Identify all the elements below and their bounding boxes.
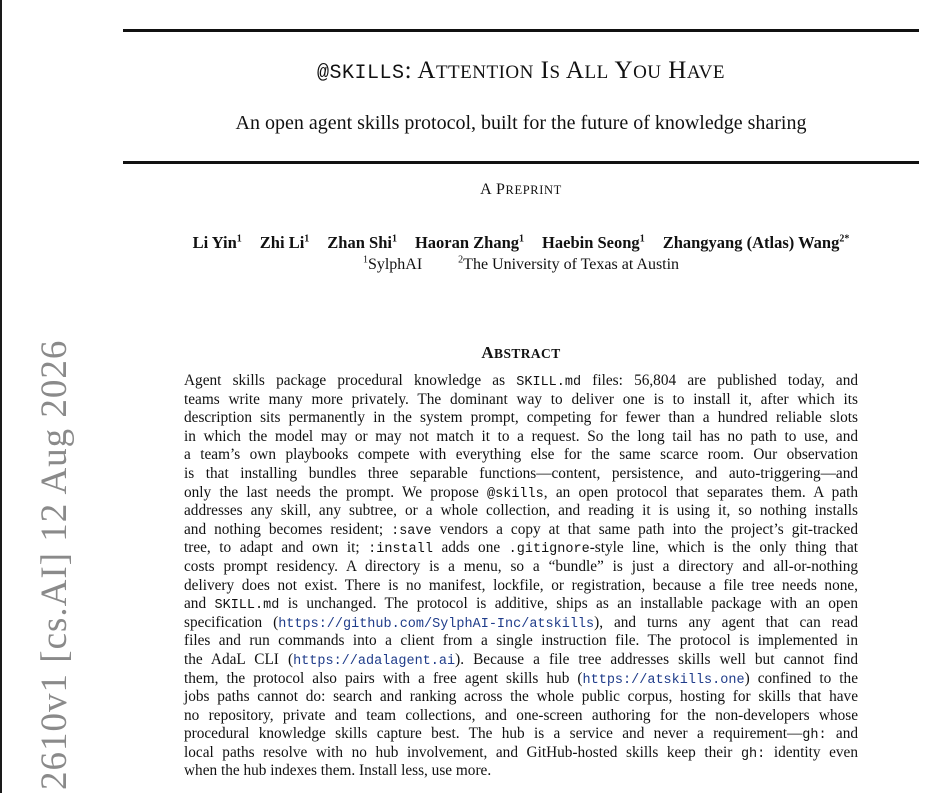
inline-code: gh: bbox=[802, 728, 827, 744]
abstract-line: procedural knowledge skills capture best. The hub is a service and never a requirement—gh: and bbox=[184, 725, 859, 744]
title-word: ATTENTION bbox=[417, 57, 534, 84]
inline-code: SKILL.md bbox=[516, 375, 582, 390]
abstract-line: is that installing bundles three separable functions—content, persistence, and auto-triggering—and bbox=[184, 464, 858, 482]
author-name: Haoran Zhang$^1$ bbox=[414, 233, 525, 252]
abstract-line: and nothing becomes resident; :save vendors a copy at that same path into the project’s git-tracked bbox=[184, 520, 858, 539]
title-word: ALL bbox=[565, 57, 609, 84]
affiliation: $^2$The University of Texas at Austin bbox=[458, 255, 680, 274]
title-rule-top bbox=[123, 29, 919, 32]
abstract-line: a team’s own playbooks compete with everything else for the same scarce room. Our observation bbox=[184, 446, 858, 464]
inline-code: @skills bbox=[487, 486, 544, 502]
author-affiliation-mark: 2* bbox=[839, 233, 850, 245]
affiliation: $^1$SylphAI bbox=[362, 255, 423, 274]
abstract-line: delivery does not exist. There is no manifest, lockfile, or registration, because a file tree needs none, bbox=[184, 576, 858, 594]
author-name: Li Yin$^1$ bbox=[192, 233, 242, 252]
abstract-line: addresses any skill, any subtree, or a whole collection, and reading it is using it, so nothing installs bbox=[184, 502, 858, 520]
abstract-line: the AdaL CLI (https://adalagent.ai). Because a file tree addresses skills well but cannot find bbox=[184, 650, 858, 669]
author-affiliation-mark: 1 bbox=[236, 233, 242, 245]
paper-subtitle: An open agent skills protocol, built for the future of knowledge sharing bbox=[235, 112, 807, 134]
page-left-edge bbox=[0, 0, 2, 793]
inline-code: :save bbox=[391, 523, 432, 539]
abstract-line: tree, to adapt and own it; :install adds one .gitignore-style line, which is the only thing that bbox=[184, 539, 858, 558]
abstract-line: specification (https://github.com/SylphAI-Inc/atskills), and turns any agent that can read bbox=[184, 613, 858, 632]
inline-code: gh: bbox=[740, 746, 766, 762]
abstract-line: costs prompt residency. A directory is a menu, so a “bundle” is just a directory and all-or-nothing bbox=[184, 557, 858, 575]
title-word: IS bbox=[540, 57, 561, 84]
url-link[interactable]: https://adalagent.ai bbox=[293, 653, 456, 669]
arxiv-watermark: 2610v1 [cs.AI] 12 Aug 2026 bbox=[34, 339, 75, 790]
preprint-label: A PREPRINT bbox=[480, 181, 562, 198]
abstract-line: teams write many more privately. The dominant way to deliver one is to install it, after which its bbox=[184, 390, 858, 408]
abstract-body bbox=[184, 372, 858, 781]
affiliation-list bbox=[123, 255, 919, 274]
author-affiliation-mark: 1 bbox=[639, 233, 645, 245]
abstract-line: them, the protocol also pairs with a free agent skills hub (https://atskills.one) confined to the bbox=[184, 669, 858, 688]
author-name: Haebin Seong$^1$ bbox=[542, 233, 645, 252]
title-word: HAVE bbox=[668, 57, 725, 84]
abstract-line: in which the model may or may not match it to a request. So the long tail has no path to use, and bbox=[184, 427, 858, 445]
author-list bbox=[123, 233, 919, 253]
author-affiliation-mark: 1 bbox=[391, 233, 397, 245]
author-affiliation-mark: 1 bbox=[304, 233, 310, 245]
abstract-heading: ABSTRACT bbox=[481, 343, 561, 362]
inline-code: .gitignore bbox=[508, 542, 590, 558]
abstract-line: Agent skills package procedural knowledge as SKILL.md files: 56,804 are published today, and bbox=[184, 372, 858, 390]
abstract-line: and SKILL.md is unchanged. The protocol is additive, ships as an installable package with an open bbox=[184, 595, 858, 614]
inline-code: SKILL.md bbox=[214, 598, 280, 614]
abstract-line: only the last needs the prompt. We propose @skills, an open protocol that separates them. A path bbox=[184, 483, 859, 502]
abstract-line: jobs paths cannot do: search and ranking across the whole public corpus, hosting for skills that have bbox=[184, 688, 858, 706]
abstract-line: local paths resolve with no hub involvement, and GitHub-hosted skills keep their gh: identity even bbox=[184, 743, 858, 762]
title-rule-bottom bbox=[123, 161, 919, 164]
paper-title: @SKILLS: ATTENTION IS ALL YOU HAVE bbox=[317, 57, 725, 85]
title-text bbox=[417, 57, 725, 84]
abstract-line: when the hub indexes them. Install less, use more. bbox=[184, 762, 492, 780]
author-affiliation-mark: 1 bbox=[519, 233, 525, 245]
abstract-line: no repository, private and team collections, and one-screen authoring for the non-developers whose bbox=[184, 706, 858, 724]
title-word: YOU bbox=[614, 57, 662, 84]
abstract-line: files and run commands into a client from a single instruction file. The protocol is implemented in bbox=[184, 632, 858, 650]
abstract-line: description sits permanently in the system prompt, competing for fewer than a hundred reliable slots bbox=[184, 409, 858, 427]
author-name: Zhangyang (Atlas) Wang$^{2*}$ bbox=[662, 233, 850, 252]
title-protocol-name: @SKILLS bbox=[317, 62, 405, 85]
inline-code: :install bbox=[368, 542, 433, 558]
url-link[interactable]: https://atskills.one bbox=[582, 672, 745, 688]
author-name: Zhan Shi$^1$ bbox=[327, 233, 397, 252]
url-link[interactable]: https://github.com/SylphAI-Inc/atskills bbox=[278, 616, 595, 632]
author-name: Zhi Li$^1$ bbox=[259, 233, 310, 252]
